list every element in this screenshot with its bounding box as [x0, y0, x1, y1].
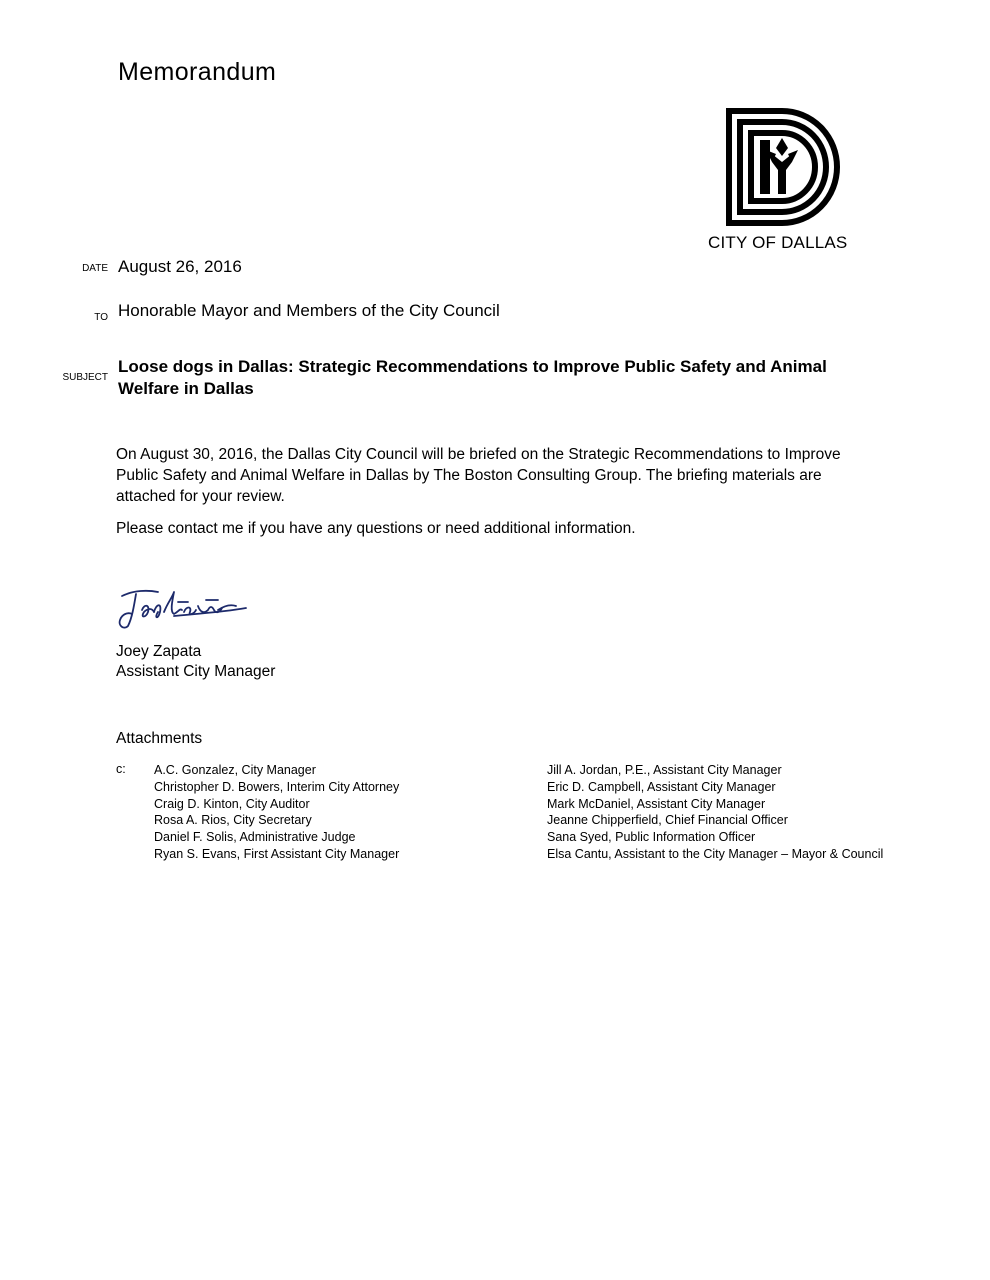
cc-recipient: Mark McDaniel, Assistant City Manager [547, 796, 766, 811]
city-of-dallas-logo [726, 108, 842, 226]
signature-block [116, 642, 275, 682]
date-label: DATE [82, 263, 108, 274]
signer-name: Joey Zapata [116, 643, 202, 660]
cc-recipient: Eric D. Campbell, Assistant City Manager [547, 779, 776, 794]
signer-title: Assistant City Manager [116, 663, 276, 680]
subject-label: SUBJECT [62, 372, 108, 383]
cc-list-right [547, 762, 883, 863]
date-value: August 26, 2016 [118, 257, 242, 276]
subject-value: Loose dogs in Dallas: Strategic Recommendations to Improve Public Safety and Animal Welfare in Dallas [118, 357, 827, 398]
cc-recipient: Elsa Cantu, Assistant to the City Manager – Mayor & Council [547, 846, 884, 861]
cc-recipient: Jill A. Jordan, P.E., Assistant City Manager [547, 763, 782, 777]
city-name: CITY OF DALLAS [708, 233, 848, 252]
cc-recipient: Ryan S. Evans, First Assistant City Manager [154, 846, 400, 861]
cc-recipient: A.C. Gonzalez, City Manager [154, 763, 316, 777]
cc-recipient: Rosa A. Rios, City Secretary [154, 813, 312, 828]
cc-label: c: [116, 762, 126, 776]
cc-recipient: Daniel F. Solis, Administrative Judge [154, 830, 356, 845]
signature-image [114, 582, 252, 632]
cc-recipient: Jeanne Chipperfield, Chief Financial Officer [547, 813, 788, 828]
cc-recipient: Craig D. Kinton, City Auditor [154, 796, 310, 811]
to-label: TO [94, 312, 108, 323]
cc-recipient: Sana Syed, Public Information Officer [547, 830, 756, 845]
cc-recipient: Christopher D. Bowers, Interim City Attorney [154, 779, 400, 794]
body-paragraph: On August 30, 2016, the Dallas City Council will be briefed on the Strategic Recommendations to Improve Public Safety and Animal Welfare in Dallas by The Boston Consulting Group. The briefing materials are attached for your review. [116, 446, 841, 505]
cc-list-left [154, 762, 399, 863]
to-value: Honorable Mayor and Members of the City Council [118, 301, 500, 320]
page-title: Memorandum [118, 58, 277, 86]
attachments-label: Attachments [116, 730, 203, 747]
body-paragraph: Please contact me if you have any questions or need additional information. [116, 520, 636, 537]
